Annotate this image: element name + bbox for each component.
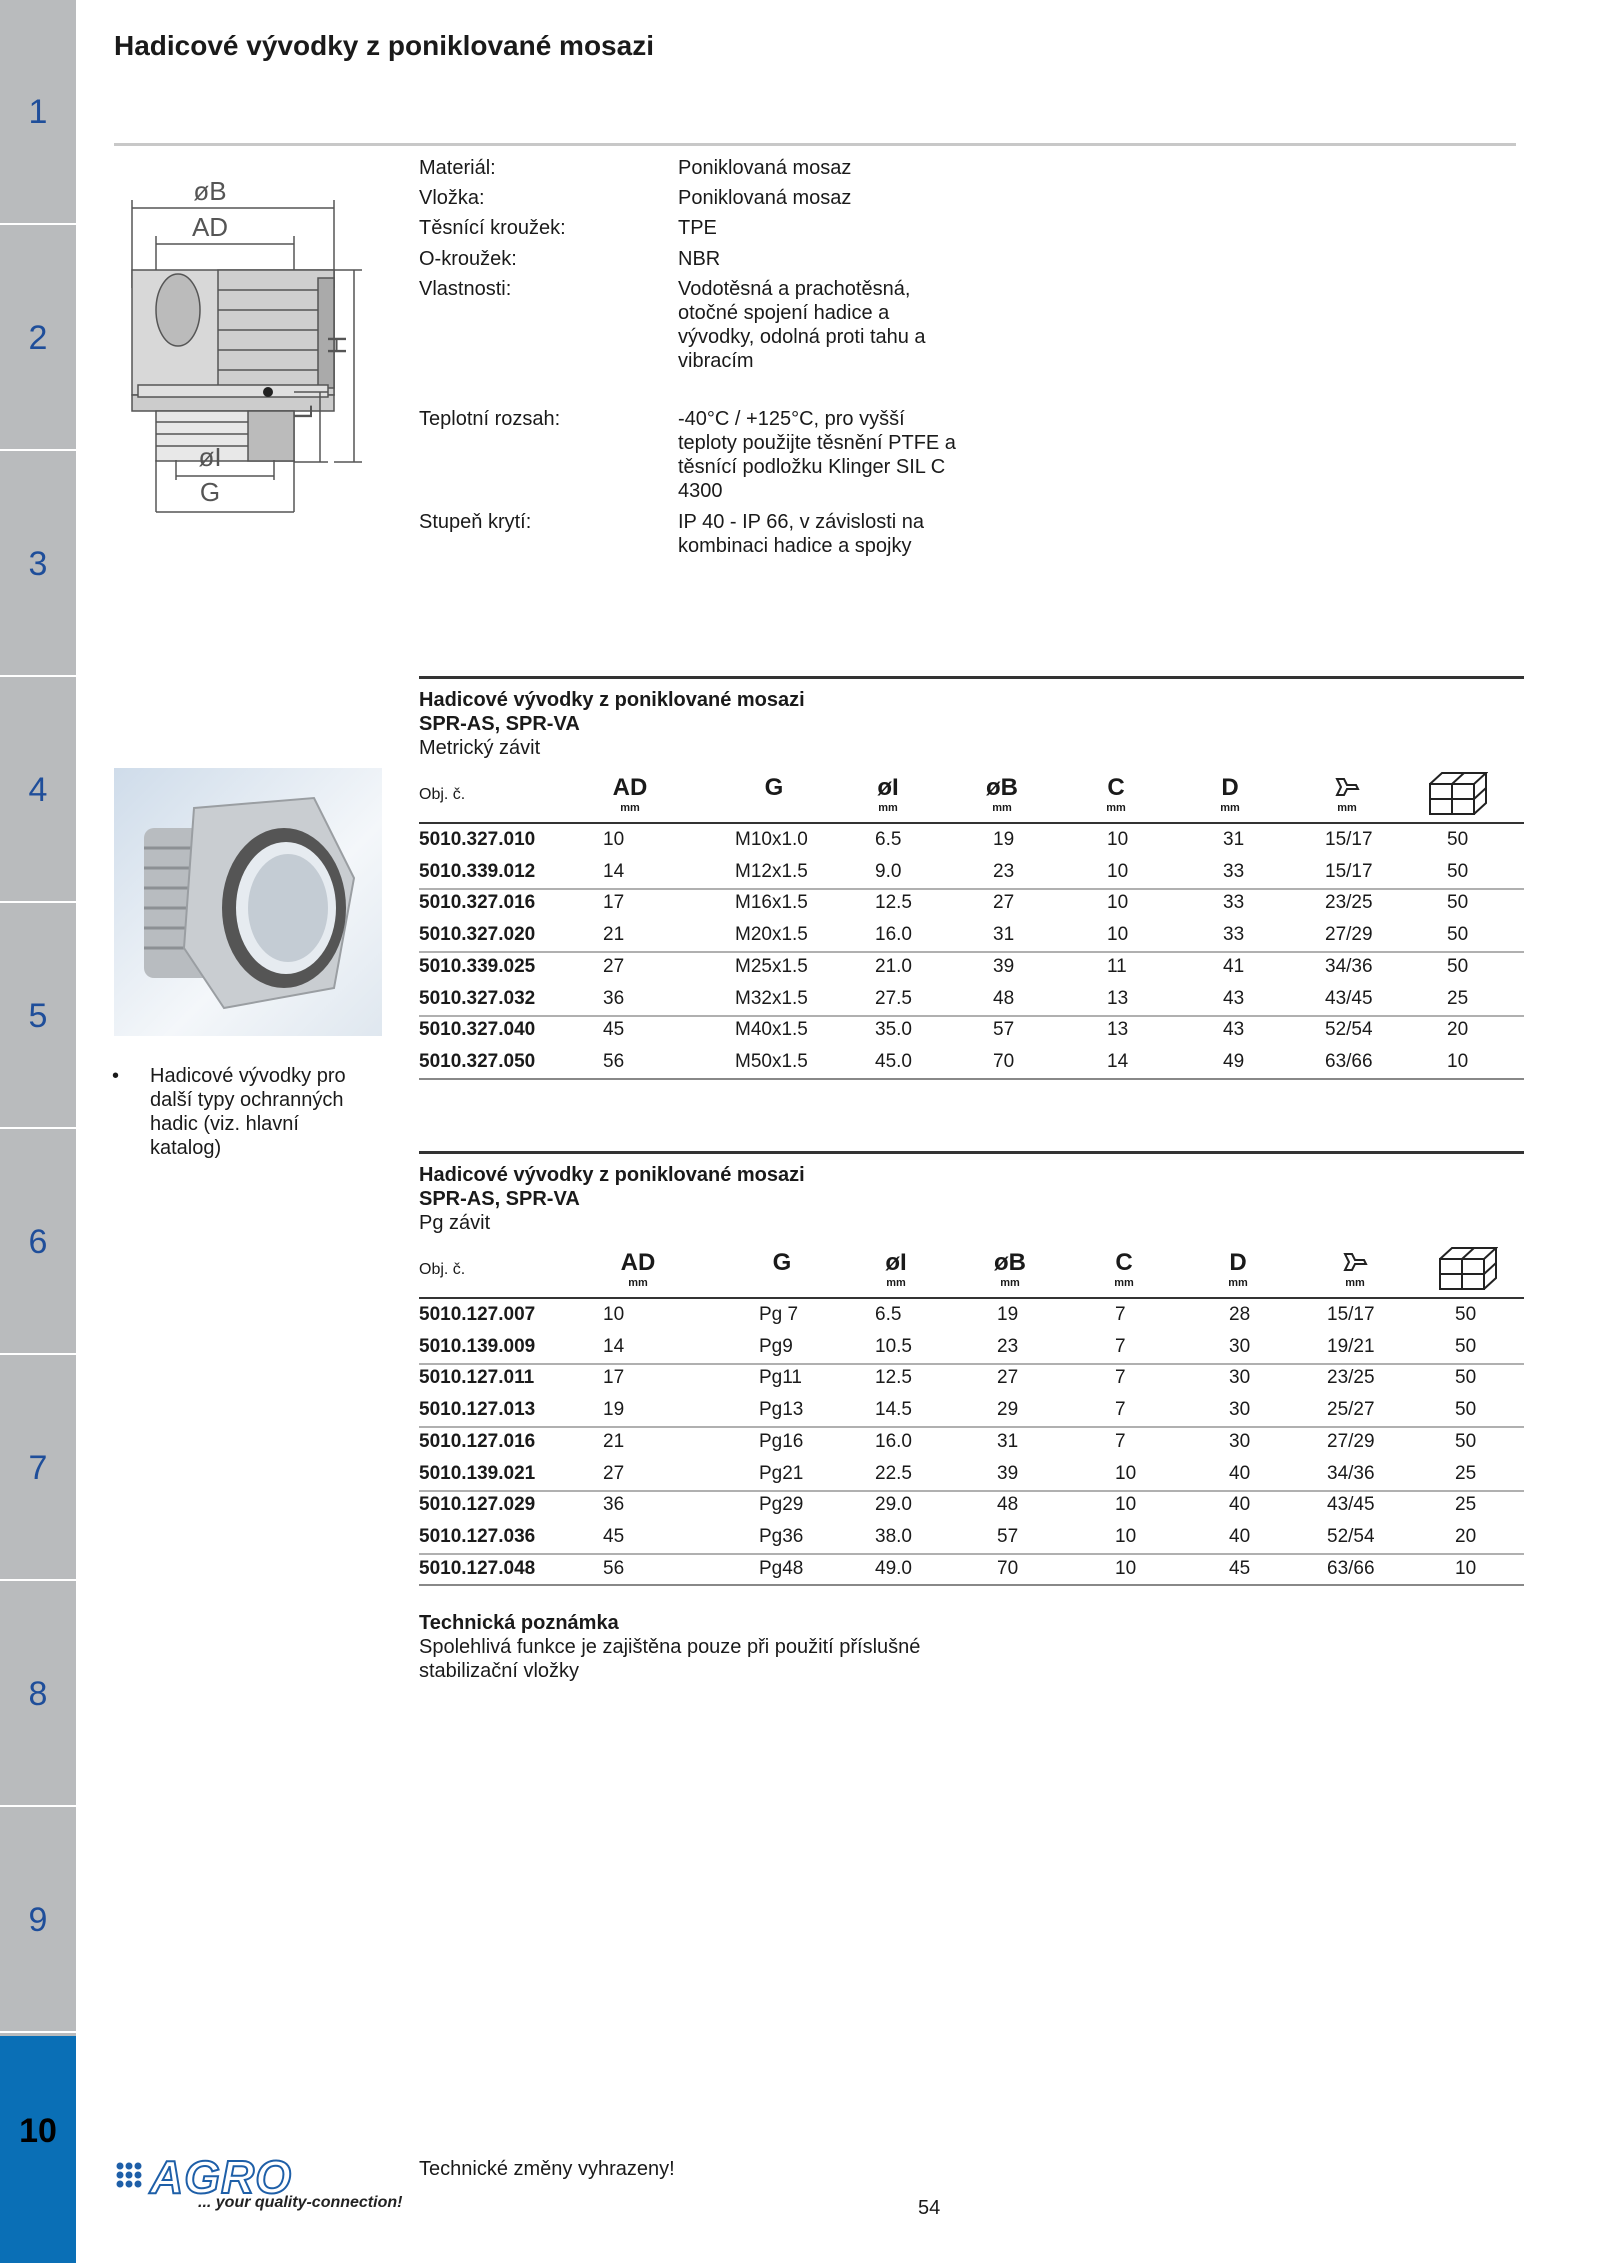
logo-slogan: ... your quality-connection! <box>198 2194 403 2211</box>
cell-i: 45.0 <box>875 1050 912 1072</box>
table2-col-c: C <box>1115 1249 1133 1276</box>
cell-pack: 50 <box>1447 892 1469 914</box>
table-row <box>419 1489 1524 1521</box>
cell-ad: 21 <box>603 924 625 946</box>
cell-b: 27 <box>993 892 1015 914</box>
cell-ad: 17 <box>603 1367 625 1389</box>
table2-col-ad: AD <box>620 1249 656 1276</box>
cell-b: 48 <box>993 987 1015 1009</box>
chapter-tab-3[interactable]: 3 <box>0 452 76 677</box>
cell-d: 40 <box>1229 1494 1251 1516</box>
cell-d: 30 <box>1229 1335 1251 1357</box>
spec-label-insert: Vložka: <box>419 187 485 209</box>
spec-value-temperature: -40°C / +125°C, pro vyšší teploty použijte těsnění PTFE a těsnící podložku Klinger SIL C 4300 <box>678 408 956 502</box>
cell-g: M10x1.0 <box>735 829 808 850</box>
cell-pack: 50 <box>1455 1304 1477 1325</box>
cell-code: 5010.127.016 <box>419 1430 536 1452</box>
cell-i: 12.5 <box>875 892 912 914</box>
cell-wrench: 63/66 <box>1325 1050 1373 1072</box>
dim-label-b: øB <box>193 176 227 206</box>
cell-ad: 17 <box>603 892 625 914</box>
cell-code: 5010.339.025 <box>419 955 536 977</box>
cell-g: M12x1.5 <box>735 860 808 882</box>
cell-i: 35.0 <box>875 1019 912 1041</box>
wrench-icon <box>1342 1250 1368 1274</box>
cell-code: 5010.327.010 <box>419 829 536 850</box>
cell-code: 5010.127.007 <box>419 1304 536 1325</box>
cell-wrench: 34/36 <box>1327 1462 1375 1484</box>
dim-label-i: øI <box>198 442 222 472</box>
cell-c: 10 <box>1115 1557 1137 1579</box>
cell-d: 49 <box>1223 1050 1245 1072</box>
cell-c: 10 <box>1115 1462 1137 1484</box>
cell-b: 70 <box>997 1557 1019 1579</box>
cell-ad: 27 <box>603 955 625 977</box>
table2-header <box>419 1163 805 1235</box>
spec-label-ip: Stupeň krytí: <box>419 511 532 533</box>
tech-note-text: Spolehlivá funkce je zajištěna pouze při použití příslušné stabilizační vložky <box>419 1636 921 1682</box>
cell-code: 5010.327.032 <box>419 987 536 1009</box>
table-bottom-rule <box>419 1584 1524 1586</box>
cell-ad: 19 <box>603 1399 625 1421</box>
cell-g: Pg9 <box>759 1335 793 1357</box>
cell-g: Pg29 <box>759 1494 804 1516</box>
table2-thread: Pg závit <box>419 1212 491 1234</box>
cell-c: 7 <box>1115 1399 1126 1421</box>
table-row <box>419 1553 1524 1585</box>
cell-b: 57 <box>993 1019 1015 1041</box>
cell-c: 7 <box>1115 1335 1126 1357</box>
cell-ad: 56 <box>603 1050 625 1072</box>
dim-label-h: H <box>322 335 352 355</box>
table1-unit-c: mm <box>1106 802 1126 814</box>
table-row <box>419 1362 1524 1394</box>
dim-label-ad: AD <box>191 212 229 242</box>
logo-text: AGRO <box>150 2151 292 2203</box>
cell-c: 10 <box>1115 1494 1137 1516</box>
table-row <box>419 951 1524 983</box>
table1-col-ad: AD <box>612 774 648 801</box>
spec-value-insert: Poniklovaná mosaz <box>678 187 852 209</box>
spec-label-material: Materiál: <box>419 157 496 179</box>
cell-pack: 25 <box>1455 1494 1477 1516</box>
cell-pack: 50 <box>1455 1335 1477 1357</box>
table1-col-d: D <box>1221 774 1239 801</box>
cell-c: 10 <box>1107 892 1129 914</box>
cell-wrench: 15/17 <box>1325 829 1373 850</box>
table2-unit-i: mm <box>886 1277 906 1289</box>
table1-unit-wrench: mm <box>1337 802 1357 814</box>
table2-title: Hadicové vývodky z poniklované mosazi <box>419 1164 805 1186</box>
box-icon <box>1428 770 1488 816</box>
table1-thread: Metrický závit <box>419 737 541 759</box>
cell-pack: 20 <box>1447 1019 1469 1041</box>
cell-d: 43 <box>1223 987 1245 1009</box>
table-row <box>419 1521 1524 1553</box>
footer-changes: Technické změny vyhrazeny! <box>419 2158 675 2180</box>
table-row <box>419 983 1524 1015</box>
cell-b: 31 <box>997 1430 1019 1452</box>
cell-code: 5010.127.011 <box>419 1367 535 1389</box>
cell-ad: 10 <box>603 829 625 850</box>
chapter-tab-2[interactable]: 2 <box>0 226 76 451</box>
cell-b: 19 <box>993 829 1015 850</box>
chapter-tab-5[interactable]: 5 <box>0 904 76 1129</box>
cell-d: 31 <box>1223 829 1245 850</box>
cell-g: M25x1.5 <box>735 955 808 977</box>
chapter-tab-10[interactable]: 10 <box>0 2036 76 2263</box>
cell-pack: 50 <box>1447 955 1469 977</box>
cell-code: 5010.127.048 <box>419 1557 536 1579</box>
table-row <box>419 1331 1524 1363</box>
cell-ad: 14 <box>603 1335 625 1357</box>
table2-col-d: D <box>1229 1249 1247 1276</box>
chapter-tab-9[interactable]: 9 <box>0 1808 76 2033</box>
cell-d: 45 <box>1229 1557 1251 1579</box>
table-row <box>419 919 1524 951</box>
cell-i: 6.5 <box>875 829 902 850</box>
cell-wrench: 34/36 <box>1325 955 1373 977</box>
cell-wrench: 23/25 <box>1327 1367 1375 1389</box>
table1-unit-ad: mm <box>620 802 640 814</box>
cell-d: 40 <box>1229 1462 1251 1484</box>
cell-i: 49.0 <box>875 1557 912 1579</box>
cell-i: 14.5 <box>875 1399 912 1421</box>
table2-col-i: øI <box>885 1249 907 1276</box>
table-row <box>419 824 1524 856</box>
cell-c: 13 <box>1107 987 1129 1009</box>
cell-wrench: 43/45 <box>1325 987 1373 1009</box>
table2-unit-b: mm <box>1000 1277 1020 1289</box>
cell-i: 38.0 <box>875 1525 912 1547</box>
cell-pack: 10 <box>1455 1557 1477 1579</box>
spec-value-oring: NBR <box>678 248 721 270</box>
cell-wrench: 15/17 <box>1325 860 1373 882</box>
cell-c: 13 <box>1107 1019 1129 1041</box>
cell-d: 33 <box>1223 860 1245 882</box>
table1-col-b: øB <box>986 774 1018 801</box>
title-divider <box>114 143 1516 146</box>
cell-b: 57 <box>997 1525 1019 1547</box>
cell-c: 10 <box>1107 924 1129 946</box>
cell-pack: 50 <box>1455 1399 1477 1421</box>
cell-i: 27.5 <box>875 987 912 1009</box>
table1-unit-d: mm <box>1220 802 1240 814</box>
cell-wrench: 52/54 <box>1327 1525 1375 1547</box>
table-row <box>419 1426 1524 1458</box>
cell-pack: 50 <box>1447 860 1469 882</box>
table1-top-rule <box>419 676 1524 679</box>
table-row <box>419 1046 1524 1078</box>
cell-wrench: 52/54 <box>1325 1019 1373 1041</box>
cell-c: 10 <box>1107 829 1129 850</box>
table2-unit-ad: mm <box>628 1277 648 1289</box>
cell-c: 7 <box>1115 1367 1126 1389</box>
spec-label-oring: O-kroužek: <box>419 248 517 270</box>
cell-b: 39 <box>993 955 1015 977</box>
chapter-tab-8[interactable]: 8 <box>0 1582 76 1807</box>
cell-wrench: 25/27 <box>1327 1399 1375 1421</box>
dim-label-g: G <box>199 477 221 507</box>
cell-code: 5010.139.009 <box>419 1335 536 1357</box>
cell-ad: 21 <box>603 1430 625 1452</box>
cell-d: 28 <box>1229 1304 1251 1325</box>
cell-wrench: 23/25 <box>1325 892 1373 914</box>
cell-i: 16.0 <box>875 924 912 946</box>
cell-b: 23 <box>997 1335 1019 1357</box>
spec-label-seal: Těsnící kroužek: <box>419 217 566 239</box>
spec-value-ip: IP 40 - IP 66, v závislosti na kombinaci hadice a spojky <box>678 511 925 557</box>
cell-wrench: 27/29 <box>1327 1430 1375 1452</box>
fitting-dimension-drawing <box>118 160 398 520</box>
cell-c: 10 <box>1107 860 1129 882</box>
cell-g: Pg11 <box>759 1367 802 1389</box>
cell-i: 29.0 <box>875 1494 912 1516</box>
cell-d: 40 <box>1229 1525 1251 1547</box>
cell-c: 14 <box>1107 1050 1129 1072</box>
cell-g: M20x1.5 <box>735 924 808 946</box>
cell-b: 31 <box>993 924 1015 946</box>
cell-wrench: 27/29 <box>1325 924 1373 946</box>
table2-col-g: G <box>772 1249 792 1276</box>
cell-wrench: 63/66 <box>1327 1557 1375 1579</box>
cell-code: 5010.127.036 <box>419 1525 536 1547</box>
cell-code: 5010.327.016 <box>419 892 536 914</box>
table2-unit-c: mm <box>1114 1277 1134 1289</box>
wrench-icon <box>1334 775 1360 799</box>
table-bottom-rule <box>419 1078 1524 1080</box>
cell-ad: 27 <box>603 1462 625 1484</box>
cell-b: 39 <box>997 1462 1019 1484</box>
table2-top-rule <box>419 1151 1524 1154</box>
chapter-tab-4[interactable]: 4 <box>0 678 76 903</box>
side-note <box>112 1064 362 1160</box>
side-note-text: Hadicové vývodky pro další typy ochranných hadic (viz. hlavní katalog) <box>150 1065 346 1159</box>
table1-unit-b: mm <box>992 802 1012 814</box>
table1-col-i: øI <box>877 774 899 801</box>
table2-unit-wrench: mm <box>1345 1277 1365 1289</box>
cell-g: Pg16 <box>759 1430 804 1452</box>
spec-label-temperature: Teplotní rozsah: <box>419 408 561 430</box>
cell-ad: 45 <box>603 1525 625 1547</box>
cell-pack: 10 <box>1447 1050 1469 1072</box>
cell-i: 9.0 <box>875 860 902 882</box>
table1-obj-label: Obj. č. <box>419 786 466 803</box>
tech-note <box>419 1611 959 1683</box>
cell-ad: 36 <box>603 987 625 1009</box>
product-photo <box>114 768 382 1036</box>
table2-unit-d: mm <box>1228 1277 1248 1289</box>
cell-code: 5010.339.012 <box>419 860 536 882</box>
cell-g: Pg48 <box>759 1557 804 1579</box>
table-row <box>419 1014 1524 1046</box>
cell-b: 19 <box>997 1304 1019 1325</box>
cell-ad: 36 <box>603 1494 625 1516</box>
table2-subtitle: SPR-AS, SPR-VA <box>419 1188 580 1210</box>
table-row <box>419 887 1524 919</box>
table2-col-b: øB <box>994 1249 1026 1276</box>
table-row <box>419 856 1524 888</box>
table-row <box>419 1299 1524 1331</box>
spec-value-seal: TPE <box>678 217 717 239</box>
box-icon <box>1438 1245 1498 1291</box>
cell-ad: 10 <box>603 1304 625 1325</box>
cell-pack: 50 <box>1447 924 1469 946</box>
cell-g: M50x1.5 <box>735 1050 808 1072</box>
cell-pack: 20 <box>1455 1525 1477 1547</box>
chapter-tab-1[interactable]: 1 <box>0 0 76 225</box>
cell-pack: 25 <box>1455 1462 1477 1484</box>
cell-pack: 50 <box>1455 1430 1477 1452</box>
cell-code: 5010.327.020 <box>419 924 536 946</box>
cell-i: 12.5 <box>875 1367 912 1389</box>
cell-b: 70 <box>993 1050 1015 1072</box>
cell-d: 30 <box>1229 1399 1251 1421</box>
cell-g: M32x1.5 <box>735 987 808 1009</box>
cell-wrench: 43/45 <box>1327 1494 1375 1516</box>
cell-c: 11 <box>1107 955 1127 977</box>
table1-subtitle: SPR-AS, SPR-VA <box>419 713 580 735</box>
table-row <box>419 1394 1524 1426</box>
cell-ad: 14 <box>603 860 625 882</box>
cell-g: Pg36 <box>759 1525 804 1547</box>
cell-i: 21.0 <box>875 955 912 977</box>
table-row <box>419 1458 1524 1490</box>
page-number: 54 <box>918 2197 941 2219</box>
cell-code: 5010.127.013 <box>419 1399 536 1421</box>
cell-g: Pg21 <box>759 1462 804 1484</box>
cell-d: 33 <box>1223 892 1245 914</box>
cell-c: 7 <box>1115 1430 1126 1452</box>
spec-value-material: Poniklovaná mosaz <box>678 157 852 179</box>
cell-code: 5010.139.021 <box>419 1462 536 1484</box>
page-title: Hadicové vývodky z poniklované mosazi <box>114 30 654 61</box>
table1-title: Hadicové vývodky z poniklované mosazi <box>419 689 805 711</box>
cell-g: Pg13 <box>759 1399 804 1421</box>
cell-b: 27 <box>997 1367 1019 1389</box>
cell-d: 30 <box>1229 1367 1251 1389</box>
cell-wrench: 15/17 <box>1327 1304 1375 1325</box>
table1-col-c: C <box>1107 774 1125 801</box>
spec-label-properties: Vlastnosti: <box>419 278 512 300</box>
cell-wrench: 19/21 <box>1327 1335 1375 1357</box>
cell-d: 33 <box>1223 924 1245 946</box>
cell-g: M16x1.5 <box>735 892 808 914</box>
cell-i: 22.5 <box>875 1462 912 1484</box>
table2-obj-label: Obj. č. <box>419 1261 466 1278</box>
cell-d: 30 <box>1229 1430 1251 1452</box>
table1-header <box>419 688 805 760</box>
dim-label-l: L <box>288 404 318 420</box>
cell-b: 48 <box>997 1494 1019 1516</box>
cell-i: 16.0 <box>875 1430 912 1452</box>
cell-pack: 25 <box>1447 987 1469 1009</box>
chapter-sidebar <box>0 0 76 2263</box>
cell-b: 23 <box>993 860 1015 882</box>
cell-b: 29 <box>997 1399 1019 1421</box>
cell-d: 41 <box>1223 955 1245 977</box>
cell-pack: 50 <box>1447 829 1469 850</box>
cell-i: 10.5 <box>875 1335 912 1357</box>
cell-d: 43 <box>1223 1019 1245 1041</box>
cell-g: M40x1.5 <box>735 1019 808 1041</box>
cell-code: 5010.127.029 <box>419 1494 536 1516</box>
table1-col-g: G <box>764 774 784 801</box>
cell-code: 5010.327.050 <box>419 1050 536 1072</box>
agro-logo <box>114 2151 414 2230</box>
cell-pack: 50 <box>1455 1367 1477 1389</box>
bullet-icon: • <box>112 1065 120 1087</box>
fitting-photo-illustration <box>114 768 382 1036</box>
tech-note-heading: Technická poznámka <box>419 1612 619 1634</box>
spec-value-properties: Vodotěsná a prachotěsná, otočné spojení hadice a vývodky, odolná proti tahu a vibracím <box>678 278 926 372</box>
table1-unit-i: mm <box>878 802 898 814</box>
cell-code: 5010.327.040 <box>419 1019 536 1041</box>
cell-c: 7 <box>1115 1304 1126 1325</box>
cell-c: 10 <box>1115 1525 1137 1547</box>
cell-i: 6.5 <box>875 1304 902 1325</box>
chapter-tab-7[interactable]: 7 <box>0 1356 76 1581</box>
cell-ad: 56 <box>603 1557 625 1579</box>
cell-ad: 45 <box>603 1019 625 1041</box>
cell-g: Pg 7 <box>759 1304 799 1325</box>
chapter-tab-6[interactable]: 6 <box>0 1130 76 1355</box>
